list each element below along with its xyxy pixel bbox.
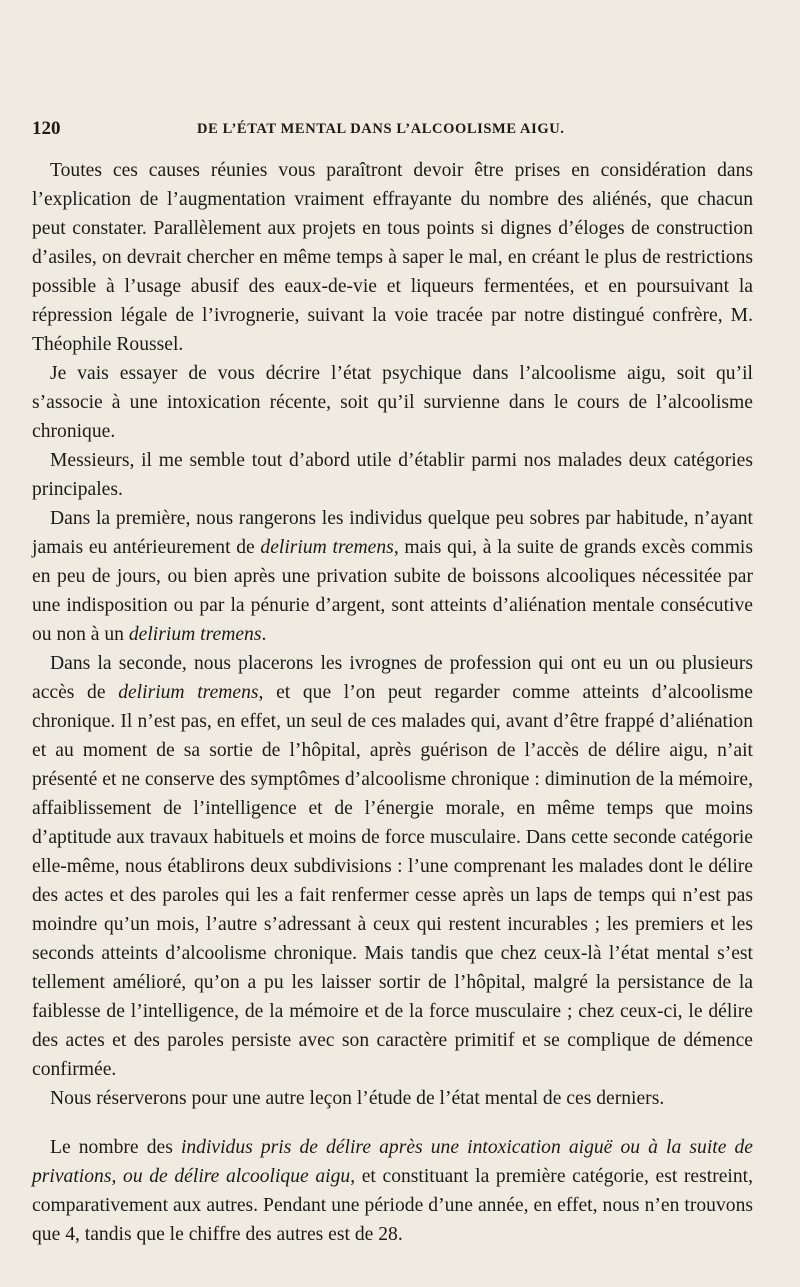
text-run: . [261, 624, 267, 645]
italic-term: delirium tremens [118, 682, 259, 703]
page-body [32, 156, 753, 1249]
text-run: , et constituant la première catégorie, est restreint, comparativement aux autres. Pendant une période d’une année, en effet, nous n’en trouvons que 4, tandis que le chiffre des autres est de 28. [32, 1166, 754, 1245]
page-number: 120 [32, 118, 61, 139]
paragraph-numbers [32, 1133, 753, 1249]
italic-phrase: ou de délire alcoolique aigu [123, 1166, 351, 1187]
paragraph-causes: Toutes ces causes réunies vous paraîtront devoir être prises en considération dans l’explication de l’augmentation vraiment effrayante du nombre des aliénés, que chacun peut constater. Parallèlement aux projets en tous points si dignes d’éloges de construction d’asiles, on devrait chercher en même temps à saper le mal, en créant le plus de restrictions possible à l’usage abusif des eaux-de-vie et liqueurs fermentées, et en poursuivant la répression légale de l’ivrognerie, suivant la voie tracée par notre distingué confrère, M. Théophile Roussel. [32, 160, 753, 355]
paragraph-categories: Messieurs, il me semble tout d’abord utile d’établir parmi nos malades deux catégories principales. [32, 450, 753, 500]
paragraph-intro: Je vais essayer de vous décrire l’état psychique dans l’alcoolisme aigu, soit qu’il s’associe à une intoxication récente, soit qu’il survienne dans le cours de l’alcoolisme chronique. [32, 363, 753, 442]
paragraph-second-category [32, 649, 753, 1084]
text-run: , [111, 1166, 124, 1187]
text-run: Dans la seconde, nous placerons les ivrognes de profession qui ont eu un ou plusieurs accès de [32, 653, 753, 703]
paragraph-reserve: Nous réserverons pour une autre leçon l’étude de l’état mental de ces derniers. [50, 1088, 665, 1109]
running-title: DE L’ÉTAT MENTAL DANS L’ALCOOLISME AIGU. [197, 121, 565, 137]
italic-term: delirium tremens [128, 624, 262, 645]
page-header [32, 118, 772, 146]
paragraph-first-category [32, 504, 753, 649]
text-run: , et que l’on peut regarder comme atteints d’alcoolisme chronique. Il n’est pas, en effet, un seul de ces malades qui, avant d’être frappé d’aliénation et au moment de sa sortie de l’hôpital, après guérison de l’accès de délire aigu, n’ait présenté et ne conserve des symptômes d’alcoolisme chronique : diminution de la mémoire, affaiblissement de l’intelligence et de l’énergie morale, en même temps que moins d’aptitude aux travaux habituels et moins de force musculaire. Dans cette seconde catégorie elle-même, nous établirons deux subdivisions : l’une comprenant les malades dont le délire des actes et des paroles qui les a fait renfermer cesse après un laps de temps qui n’est pas moindre qu’un mois, l’autre s’adressant à ceux qui restent incurables ; les premiers et les seconds atteints d’alcoolisme chronique. Mais tandis que chez ceux-là l’état mental s’est tellement amélioré, qu’on a pu les laisser sortir de l’hôpital, malgré la persistance de la faiblesse de l’intelligence, de la mémoire et de la force musculaire ; chez ceux-ci, le délire des actes et des paroles persiste avec son caractère primitif et se complique de démence confirmée. [32, 682, 753, 1080]
italic-term: delirium tremens [260, 537, 394, 558]
text-run: Le nombre des [50, 1137, 181, 1158]
text-run: , mais qui, à la suite de grands excès commis en peu de jours, ou bien après une privation subite de boissons alcooliques nécessitée par une indisposition ou par la pénurie d’argent, sont atteints d’aliénation mentale consécutive ou non à un [32, 537, 754, 645]
italic-phrase: individus pris de délire après une intoxication aiguë ou à la suite de privations [32, 1137, 753, 1187]
text-run: Dans la première, nous rangerons les individus quelque peu sobres par habitude, n’ayant jamais eu antérieurement de [32, 508, 753, 558]
